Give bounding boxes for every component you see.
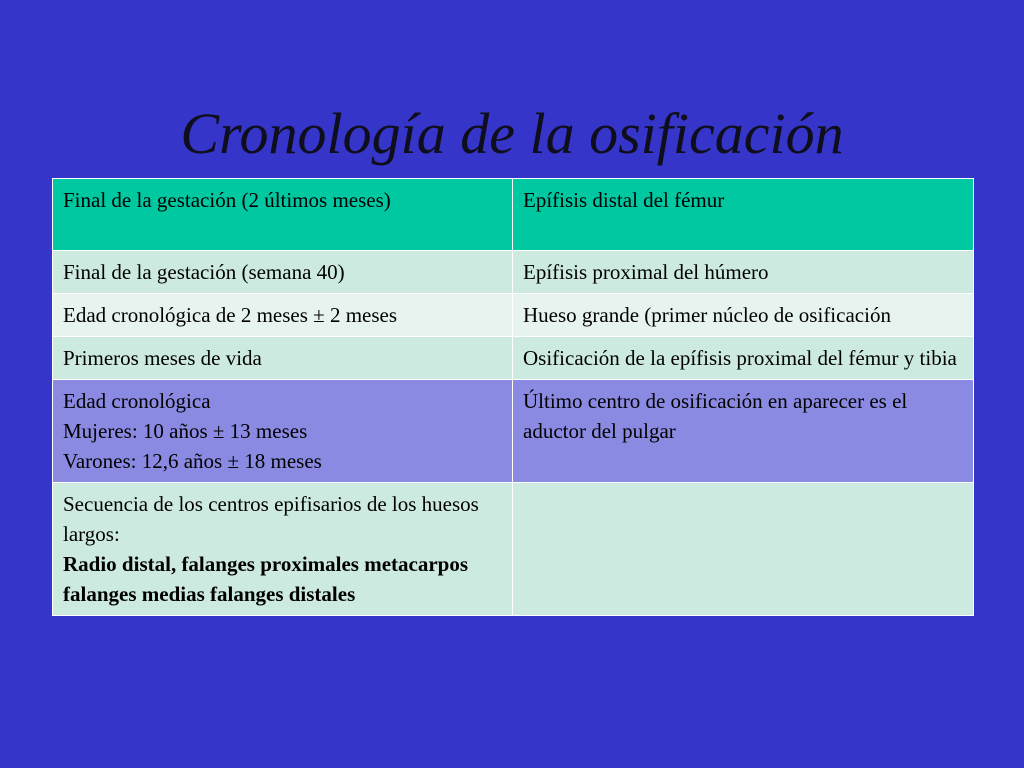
cell-line: Edad cronológica [63,389,211,413]
cell-line: Mujeres: 10 años ± 13 meses [63,419,308,443]
table-row [53,483,974,616]
cell-ossification-empty [513,483,974,616]
cell-period: Final de la gestación (semana 40) [53,251,513,294]
cell-sequence: Radio distal, falanges proximales metacarpos falanges medias falanges distales [63,552,469,606]
cell-period: Edad cronológica de 2 meses ± 2 meses [53,294,513,337]
table-row [53,294,974,337]
slide-title: Cronología de la osificación [180,101,844,166]
cell-period: Primeros meses de vida [53,337,513,380]
cell-intro: Secuencia de los centros epifisarios de los huesos largos: [63,492,479,546]
cell-ossification: Último centro de osificación en aparecer es el aductor del pulgar [513,380,974,483]
cell-ossification: Epífisis distal del fémur [513,179,974,251]
cell-ossification: Epífisis proximal del húmero [513,251,974,294]
table-row [53,251,974,294]
cell-line: Varones: 12,6 años ± 18 meses [63,449,322,473]
ossification-table [52,178,974,616]
cell-period [53,380,513,483]
table-row [53,337,974,380]
cell-period: Final de la gestación (2 últimos meses) [53,179,513,251]
table-row [53,179,974,251]
cell-period [53,483,513,616]
table-row [53,380,974,483]
cell-ossification: Hueso grande (primer núcleo de osificación [513,294,974,337]
cell-ossification: Osificación de la epífisis proximal del fémur y tibia [513,337,974,380]
